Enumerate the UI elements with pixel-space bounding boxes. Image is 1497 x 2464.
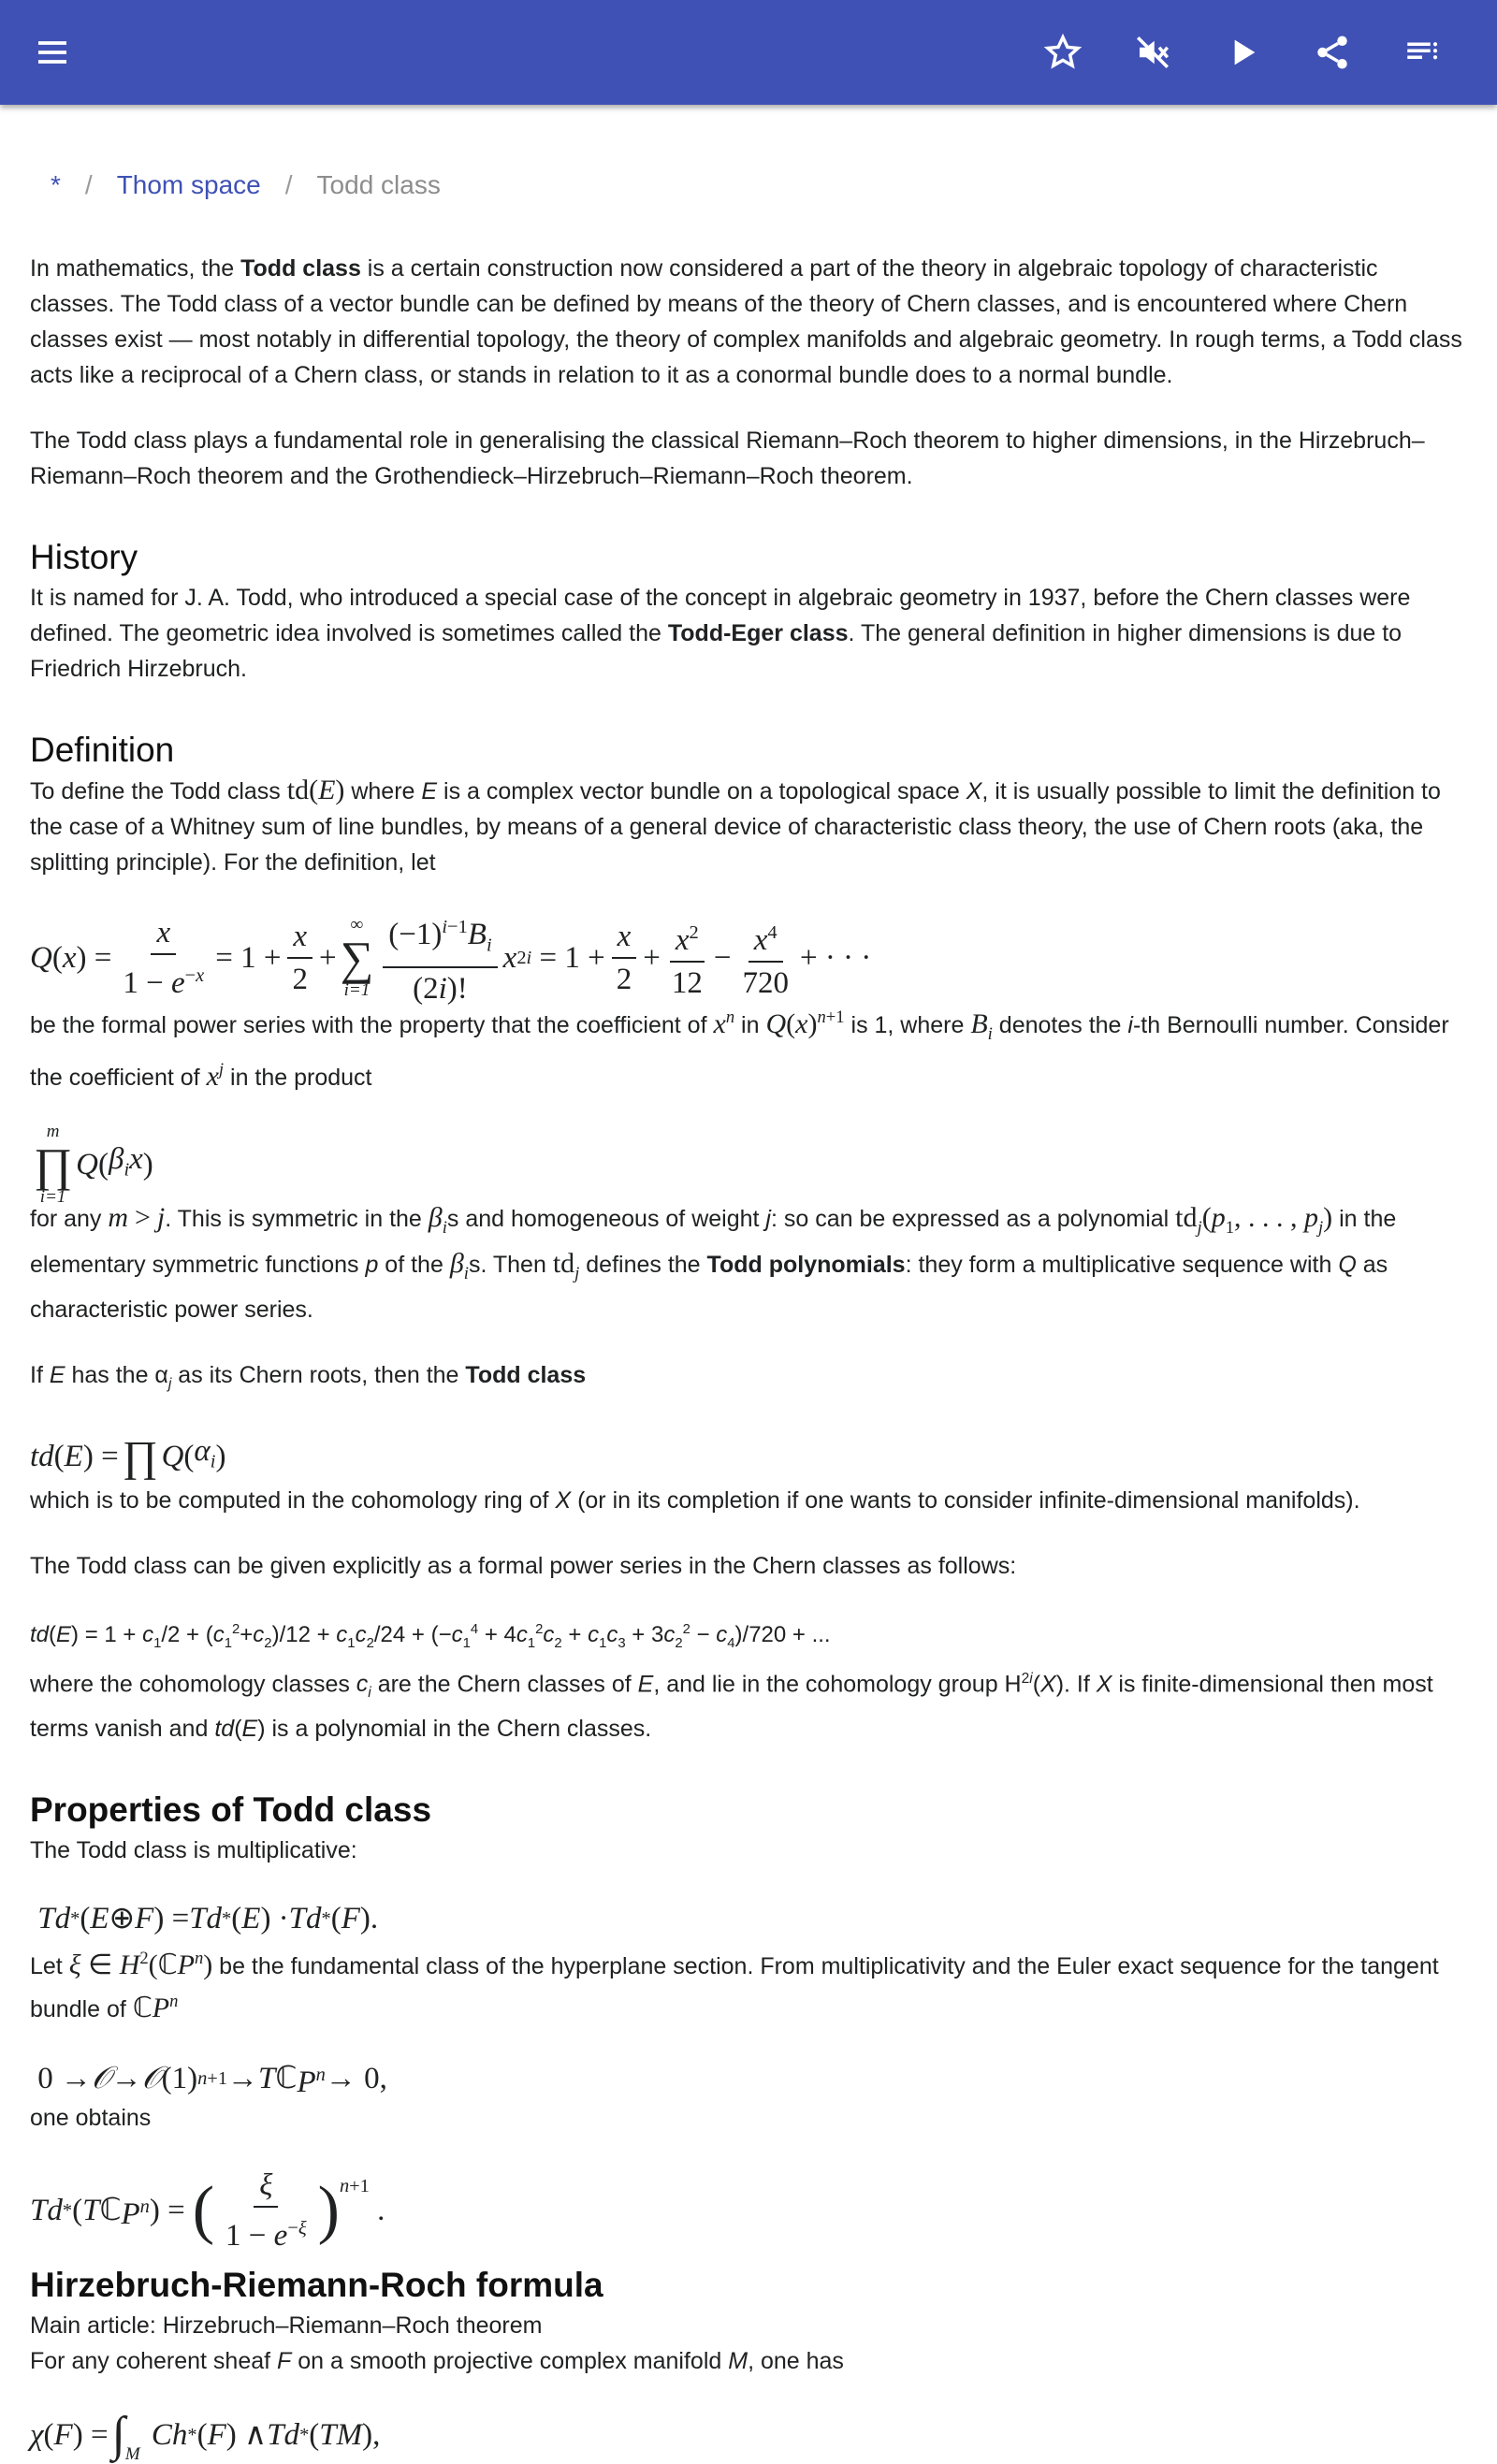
hrr-main-article: Main article: Hirzebruch–Riemann–Roch theorem (30, 2312, 543, 2340)
formula-projective-todd: Td * ( T ℂ $P^n$ ) = ( $\frac{\xi}{1 - e^{-\xi}}$ ) $^{n +1}$ . (30, 2168, 385, 2254)
section-heading-definition: Definition (30, 731, 175, 769)
definition-paragraph-2: be the formal power series with the property that the coefficient of $x^n$ in $Q(x)^{n+1}$ is 1, where $B_i$ denotes the i-th Bernoulli number. Consider the coefficient of $x^j$ in the product (30, 1007, 1449, 1092)
play-icon (1224, 34, 1261, 71)
section-heading-history: History (30, 538, 138, 576)
properties-paragraph-2: Let ξ ∈ $H^2(ℂP^n)$ be the fundamental class of the hyperplane section. From multiplicativity and the Euler exact sequence for the tangent bundle of ℂP$^n$ (30, 1949, 1439, 2024)
breadcrumb-separator: / (284, 170, 293, 199)
definition-paragraph-5: which is to be computed in the cohomology ring of X (or in its completion if one wants to consider infinite-dimensional manifolds). (30, 1487, 1360, 1514)
share-icon (1313, 33, 1352, 72)
intro-paragraph: In mathematics, the Todd class is a certain construction now considered a part of the theory in algebraic topology of characteristic classes. The Todd class of a vector bundle can be defined by means of the theory of Chern classes, and is encountered where Chern classes exist — most notably in differential topology, the theory of complex manifolds and algebraic geometry. In rough terms, a Todd class acts like a reciprocal of a Chern class, or stands in relation to it as a conormal bundle does to a normal bundle. (30, 255, 1462, 388)
definition-paragraph-7: where the cohomology classes $c_i$ are the Chern classes of E, and lie in the cohomology group $H^{2i}(X)$. If X is finite-dimensional then most terms vanish and td(E) is a polynomial in the Chern classes. (30, 1670, 1433, 1743)
star-icon (1043, 33, 1083, 72)
article (30, 105, 1467, 2463)
formula-multiplicative: Td * ( E ⊕ F ) = Td * ( E ) · Td * ( F ). (37, 1902, 379, 1936)
favorite-button[interactable] (1037, 26, 1089, 79)
history-paragraph: It is named for J. A. Todd, who introduced a special case of the concept in algebraic geometry in 1937, before the Chern classes were defined. The geometric idea involved is sometimes called the Todd-Eger class. The general definition in higher dimensions is due to Friedrich Hirzebruch. (30, 585, 1411, 682)
intro-paragraph-2: The Todd class plays a fundamental role in generalising the classical Riemann–Roch theorem to higher dimensions, in the Hirzebruch–Riemann–Roch theorem and the Grothendieck–Hirzebruch–Riemann–Roch theorem. (30, 428, 1425, 489)
breadcrumb-separator: / (84, 170, 93, 199)
share-button[interactable] (1306, 26, 1359, 79)
playlist-button[interactable] (1396, 26, 1448, 79)
properties-paragraph-3: one obtains (30, 2105, 152, 2132)
breadcrumb-current: Todd class (316, 170, 441, 199)
definition-paragraph-6: The Todd class can be given explicitly as a formal power series in the Chern classes as follows: (30, 1553, 1017, 1579)
app-bar (0, 0, 1497, 105)
menu-button[interactable] (26, 26, 79, 79)
definition-paragraph: To define the Todd class td(E) where E is a complex vector bundle on a topological space X, it is usually possible to limit the definition to the case of a Whitney sum of line bundles, by means of a general device of characteristic class theory, the use of Chern roots (aka, the splitting principle). For the definition, let (30, 775, 1441, 876)
formula-q-series: Q ( x ) = $\frac{x}{1 - e^{-x}}$ = 1 + $\frac{x}{2}$ + ∞ ∑ i=1 $\frac{(-1)^{i-1}B_i}{(2i)!}$ x 2i = 1 + $\frac{x}{2}$ + $\frac{x^2}{12}$ − $\frac{x^4}{720}$ + · · · (30, 916, 1467, 1000)
hrr-paragraph: For any coherent sheaf F on a smooth projective complex manifold M, one has (30, 2348, 844, 2375)
formula-todd-class: td ( E ) = ∏ Q ( $\alpha_i$ ) (30, 1432, 226, 1480)
section-heading-properties: Properties of Todd class (30, 1790, 432, 1830)
properties-paragraph: The Todd class is multiplicative: (30, 1837, 357, 1864)
formula-product: m ∏ i=1 Q ( $\beta_ix$ ) (34, 1122, 153, 1207)
formula-hrr: χ ( F ) = ∫ M Ch * ( F ) ∧ Td * ( TM ), (30, 2408, 381, 2464)
definition-paragraph-3: for any m > j. This is symmetric in the $\beta_is$ and homogeneous of weight j: so can be expressed as a polynomial $td_j(p_1$, . . . , $p_j$) in the elementary symmetric functions p of the $\beta_is$. Then $td_j$ defines the Todd polynomials: they form a multiplicative sequence with Q as characteristic power series. (30, 1202, 1397, 1323)
definition-paragraph-4: If E has the $\alpha_j$ as its Chern roots, then the Todd class (30, 1362, 587, 1392)
mute-icon (1133, 33, 1172, 72)
breadcrumb-parent[interactable]: Thom space (116, 170, 261, 199)
formula-chern-expansion: $td(E) = 1 + c_1/2 + (c_1^2+c_2)/12 + c_1c_2/24 + (-c_1^4 + 4c_1^2c_2 + c_1c_3 + 3c_2^2 - c_4)/720$ + ... (30, 1622, 831, 1651)
breadcrumb (30, 167, 1467, 204)
menu-icon (34, 34, 71, 71)
play-button[interactable] (1216, 26, 1269, 79)
formula-euler-sequence: 0 → 𝒪 → 𝒪 (1) n+1 → T ℂ $P^n$ → 0, (30, 2062, 387, 2100)
mute-button[interactable] (1126, 26, 1179, 79)
breadcrumb-home[interactable]: * (51, 170, 61, 199)
section-heading-hrr: Hirzebruch-Riemann-Roch formula (30, 2266, 603, 2305)
playlist-icon (1403, 33, 1442, 72)
